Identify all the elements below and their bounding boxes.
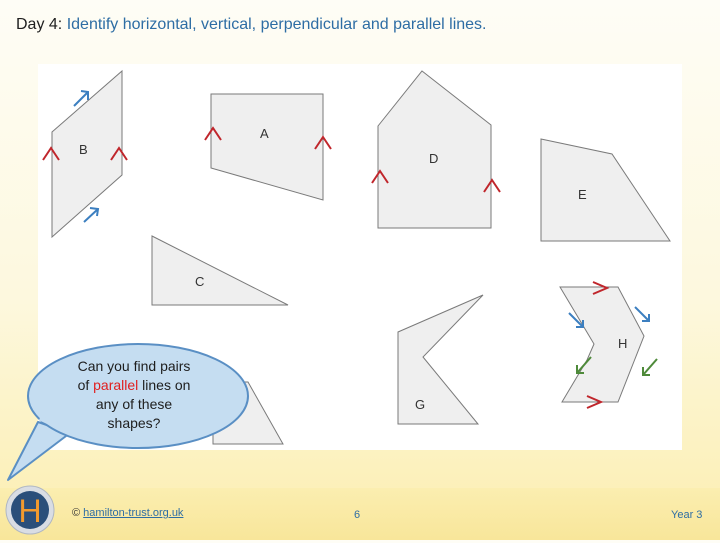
bubble-line-1: Can you find pairs: [77, 358, 191, 374]
instruction-text: Identify horizontal, vertical, perpendicular and parallel lines.: [66, 16, 487, 33]
shape-g: [398, 295, 483, 424]
copyright: [72, 507, 183, 519]
copyright-symbol: ©: [72, 507, 81, 519]
shape-h: [560, 287, 644, 402]
label-b: B: [79, 142, 88, 157]
bubble-line-2: of parallel lines on: [77, 377, 191, 393]
label-a: A: [260, 126, 269, 141]
arrow-marker-h-right: [635, 307, 649, 321]
hamilton-logo: [4, 482, 56, 538]
label-d: D: [429, 151, 439, 166]
bubble-line-3: any of these: [95, 396, 173, 412]
label-h: H: [618, 336, 628, 351]
arrow-marker-h-green-right: [643, 359, 657, 375]
site-link[interactable]: hamilton-trust.org.uk: [83, 507, 184, 519]
shape-c: [152, 236, 288, 305]
shape-e: [541, 139, 670, 241]
day-label: Day 4:: [16, 16, 63, 33]
logo-letter: H: [18, 493, 42, 529]
label-e: E: [578, 187, 587, 202]
parallel-word: parallel: [93, 377, 139, 393]
shape-d: [378, 71, 491, 228]
bubble-line-4: shapes?: [107, 415, 161, 431]
year-label: Year 3: [671, 509, 703, 521]
label-g: G: [415, 397, 426, 412]
page-title: [16, 16, 487, 34]
arrow-marker-b-bottom: [84, 208, 98, 222]
page-number: 6: [354, 509, 361, 521]
label-c: C: [195, 274, 205, 289]
bubble-question: [44, 357, 224, 433]
shape-a: [211, 94, 323, 200]
